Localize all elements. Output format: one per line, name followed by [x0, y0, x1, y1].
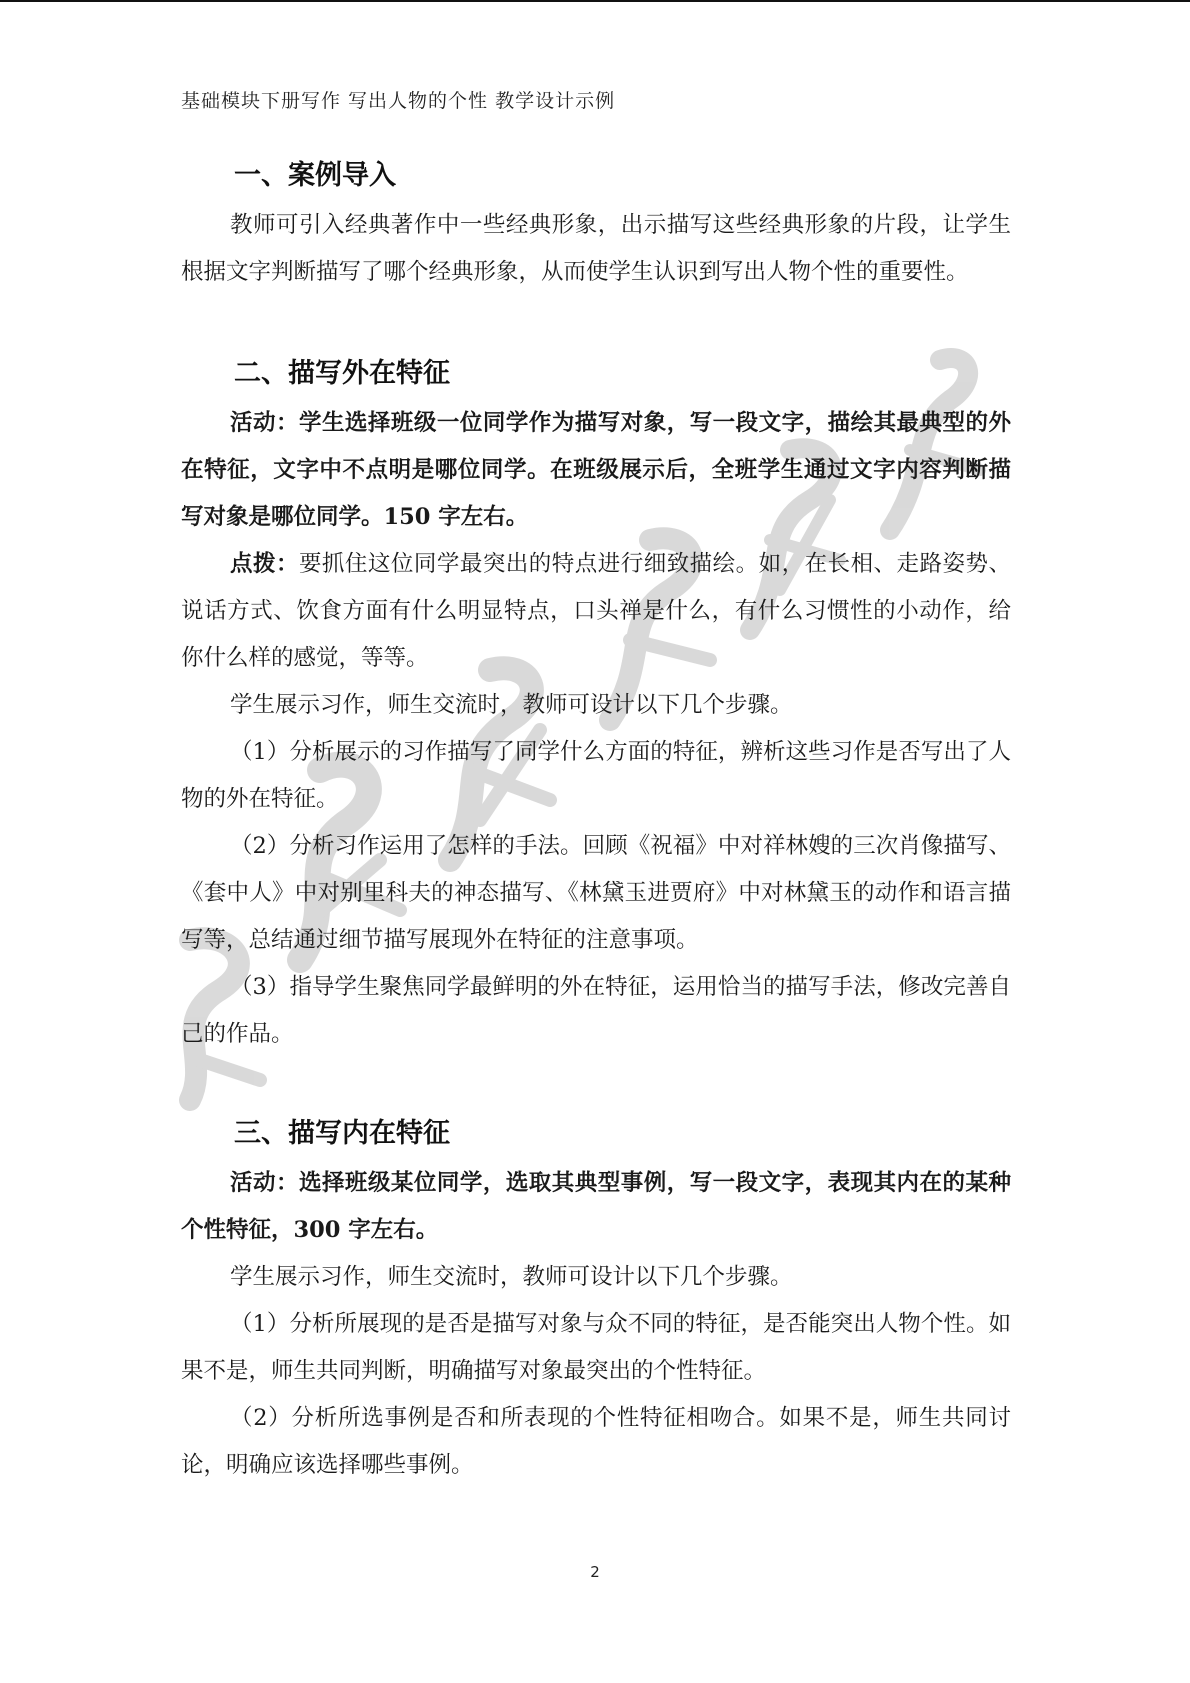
hint-label: 点拨：: [230, 551, 299, 577]
page-number: 2: [590, 1563, 600, 1581]
hint-paragraph: [181, 541, 1011, 682]
section-heading: 三、描写内在特征: [234, 1118, 450, 1149]
paragraph: 学生展示习作，师生交流时，教师可设计以下几个步骤。: [230, 1264, 793, 1290]
running-header: 基础模块下册写作 写出人物的个性 教学设计示例: [181, 90, 616, 112]
paragraph: 教师可引入经典著作中一些经典形象，出示描写这些经典形象的片段，让学生根据文字判断描写了哪个经典形象，从而使学生认识到写出人物个性的重要性。: [181, 212, 1011, 285]
section-heading: 二、描写外在特征: [234, 358, 450, 389]
section-heading: 一、案例导入: [234, 160, 396, 191]
step-paragraph: （2）分析所选事例是否和所表现的个性特征相吻合。如果不是，师生共同讨论，明确应该选择哪些事例。: [181, 1405, 1011, 1478]
top-rule: [0, 0, 1190, 2]
activity-paragraph: 活动：选择班级某位同学，选取其典型事例，写一段文字，表现其内在的某种个性特征，300 字左右。: [181, 1170, 1011, 1243]
activity-paragraph: 活动：学生选择班级一位同学作为描写对象，写一段文字，描绘其最典型的外在特征，文字中不点明是哪位同学。在班级展示后，全班学生通过文字内容判断描写对象是哪位同学。150 字左右。: [181, 410, 1011, 530]
step-paragraph: （1）分析所展现的是否是描写对象与众不同的特征，是否能突出人物个性。如果不是，师生共同判断，明确描写对象最突出的个性特征。: [181, 1311, 1011, 1384]
paragraph: 学生展示习作，师生交流时，教师可设计以下几个步骤。: [230, 692, 793, 718]
step-paragraph: （1）分析展示的习作描写了同学什么方面的特征，辨析这些习作是否写出了人物的外在特征。: [181, 739, 1011, 812]
step-paragraph: （3）指导学生聚焦同学最鲜明的外在特征，运用恰当的描写手法，修改完善自己的作品。: [181, 974, 1011, 1047]
document-body: [181, 150, 1011, 1489]
hint-text: 要抓住这位同学最突出的特点进行细致描绘。如，在长相、走路姿势、说话方式、饮食方面有什么明显特点，口头禅是什么，有什么习惯性的小动作，给你什么样的感觉，等等。: [181, 551, 1011, 671]
step-paragraph: （2）分析习作运用了怎样的手法。回顾《祝福》中对祥林嫂的三次肖像描写、《套中人》中对别里科夫的神态描写、《林黛玉进贾府》中对林黛玉的动作和语言描写等，总结通过细节描写展现外在特征的注意事项。: [181, 833, 1011, 953]
